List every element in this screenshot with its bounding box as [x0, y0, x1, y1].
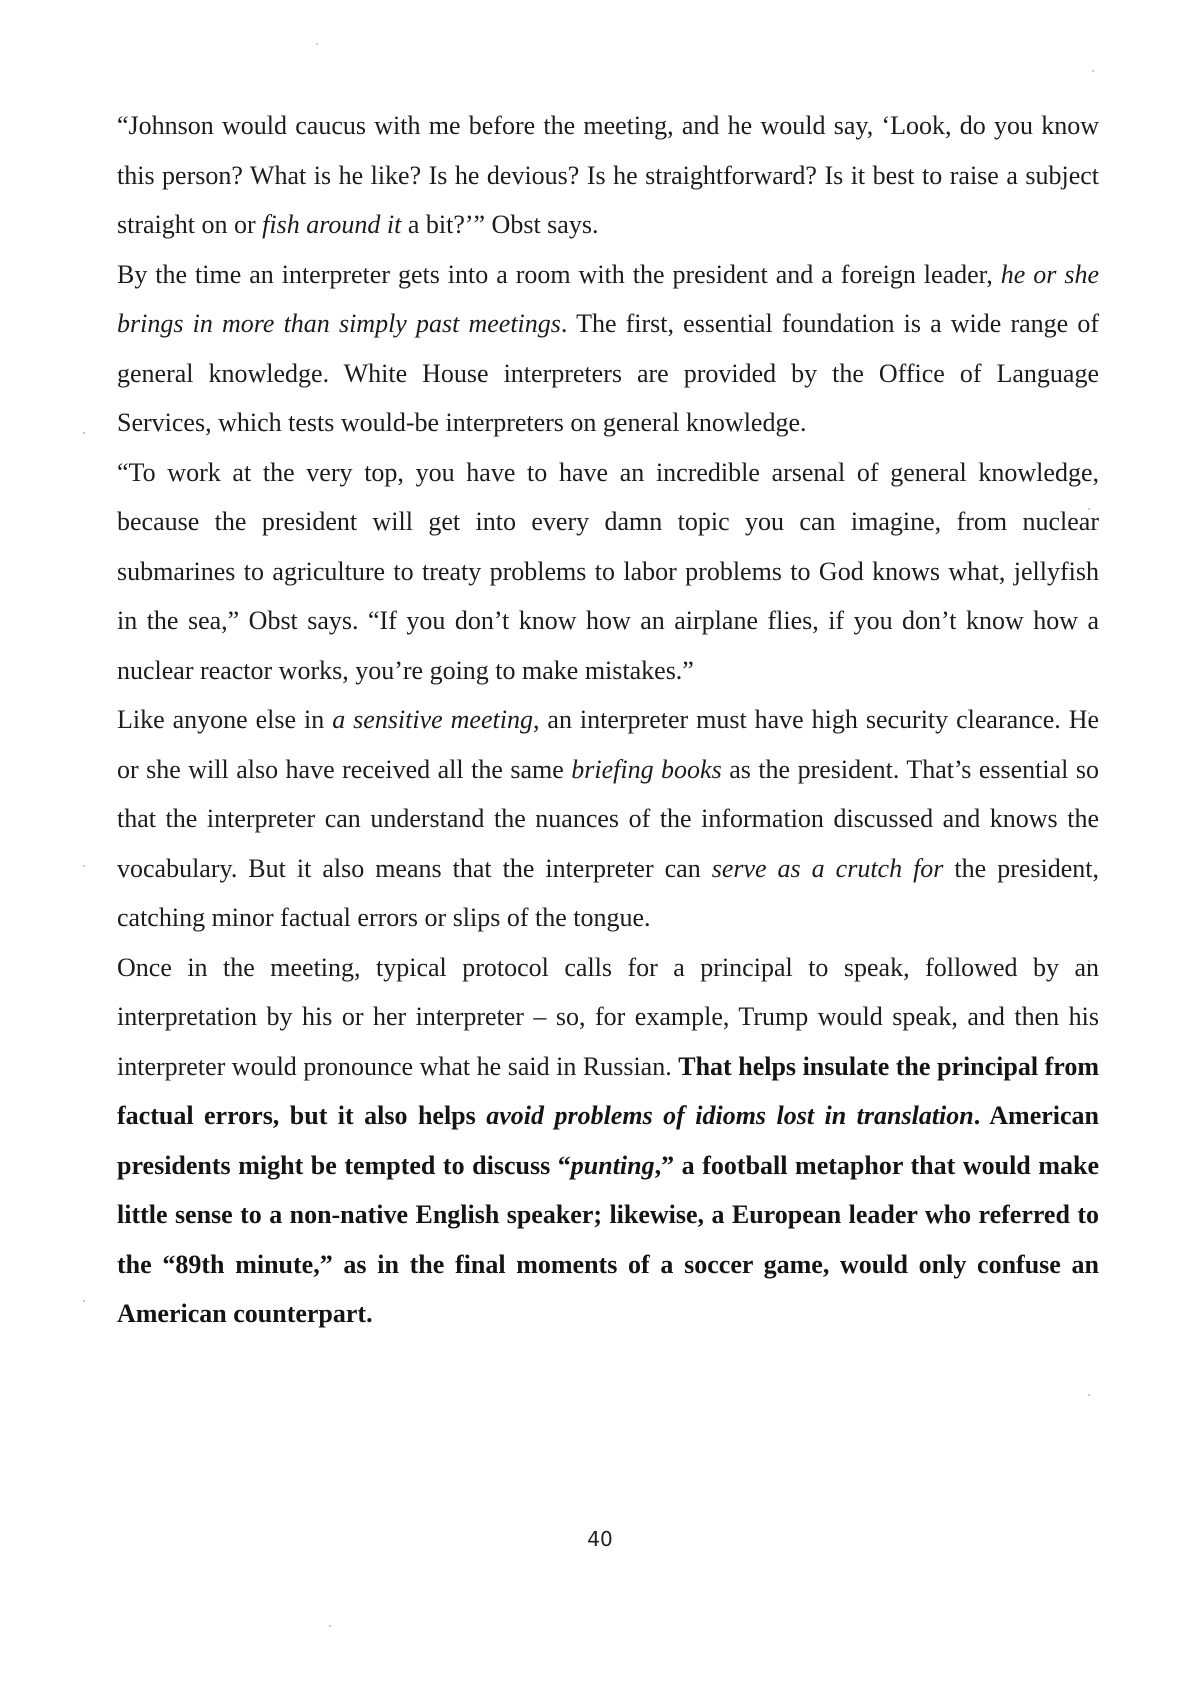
paragraph: [117, 250, 1099, 448]
scan-speck: [1088, 1394, 1090, 1396]
text-run: the president, catching minor factual errors or slips of the tongue.: [117, 853, 1099, 932]
bold-run: [571, 1151, 655, 1180]
italic-phrase: fish around it: [262, 210, 402, 239]
scan-speck: [83, 1300, 85, 1302]
text-run: “To work at the very top, you have to have an incredible arsenal of general knowledge, because the president will get into every damn topic you can imagine, from nuclear submarines to agriculture to treaty problems to labor problems to God knows what, jellyfish in the sea,” Obst says. “If you don’t know how an airplane flies, if you don’t know how a nuclear reactor works, you’re going to make mistakes.”: [117, 457, 1099, 685]
body-text: [117, 101, 1099, 1339]
paragraph: [117, 943, 1099, 1339]
bold-run: . American presidents might be tempted to discuss “: [117, 1101, 1100, 1180]
italic-phrase: serve as a crutch for: [711, 853, 944, 883]
text-run: as the president. That’s essential so that the interpreter can understand the nuances of the information discussed and knows the vocabulary. But it also means that the interpreter can: [117, 754, 1099, 883]
scan-speck: [83, 865, 85, 867]
bold-run: [486, 1101, 974, 1130]
text-run: . The first, essential foundation is a wide range of general knowledge. White House interpreters are provided by the Office of Language Services, which tests would-be interpreters on general knowledge.: [117, 309, 1100, 437]
scan-speck: [1092, 70, 1094, 72]
paragraph: [117, 695, 1099, 943]
text-run: “Johnson would caucus with me before the meeting, and he would say, ‘Look, do you know this person? What is he like? Is he devious? Is he straightforward? Is it best to raise a subject straight on or: [117, 111, 1099, 239]
text-run: a bit?’” Obst says.: [401, 210, 599, 239]
paragraph: [117, 101, 1099, 250]
page-number: 40: [587, 1527, 613, 1551]
paragraph: [117, 448, 1099, 696]
italic-phrase: a sensitive meeting: [332, 705, 533, 734]
scan-speck: [329, 1625, 331, 1627]
italic-phrase: he or she brings in more than simply past meetings: [117, 259, 1099, 338]
text-run: , an interpreter must have high security clearance. He or she will also have received all the same: [117, 705, 1100, 784]
bold-italic-phrase: avoid problems of idioms lost in translation: [486, 1101, 974, 1130]
text-run: By the time an interpreter gets into a room with the president and a foreign leader,: [117, 259, 1001, 289]
italic-phrase: briefing books: [571, 754, 722, 784]
bold-run: That helps insulate the principal from factual errors, but it also helps: [117, 1051, 1100, 1130]
scan-speck: [83, 432, 85, 434]
bold-italic-phrase: punting: [570, 1150, 655, 1180]
text-run: Like anyone else in: [117, 705, 333, 734]
bold-run: ,” a football metaphor that would make little sense to a non-native English speaker; likewise, a European leader who referred to the “89th minute,” as in the final moments of a soccer game, would only confuse an American counterpart.: [117, 1150, 1099, 1328]
text-run: Once in the meeting, typical protocol calls for a principal to speak, followed by an interpretation by his or her interpreter – so, for example, Trump would speak, and then his interpreter would pronounce what he said in Russian.: [117, 952, 1099, 1081]
scan-speck: [316, 43, 318, 45]
